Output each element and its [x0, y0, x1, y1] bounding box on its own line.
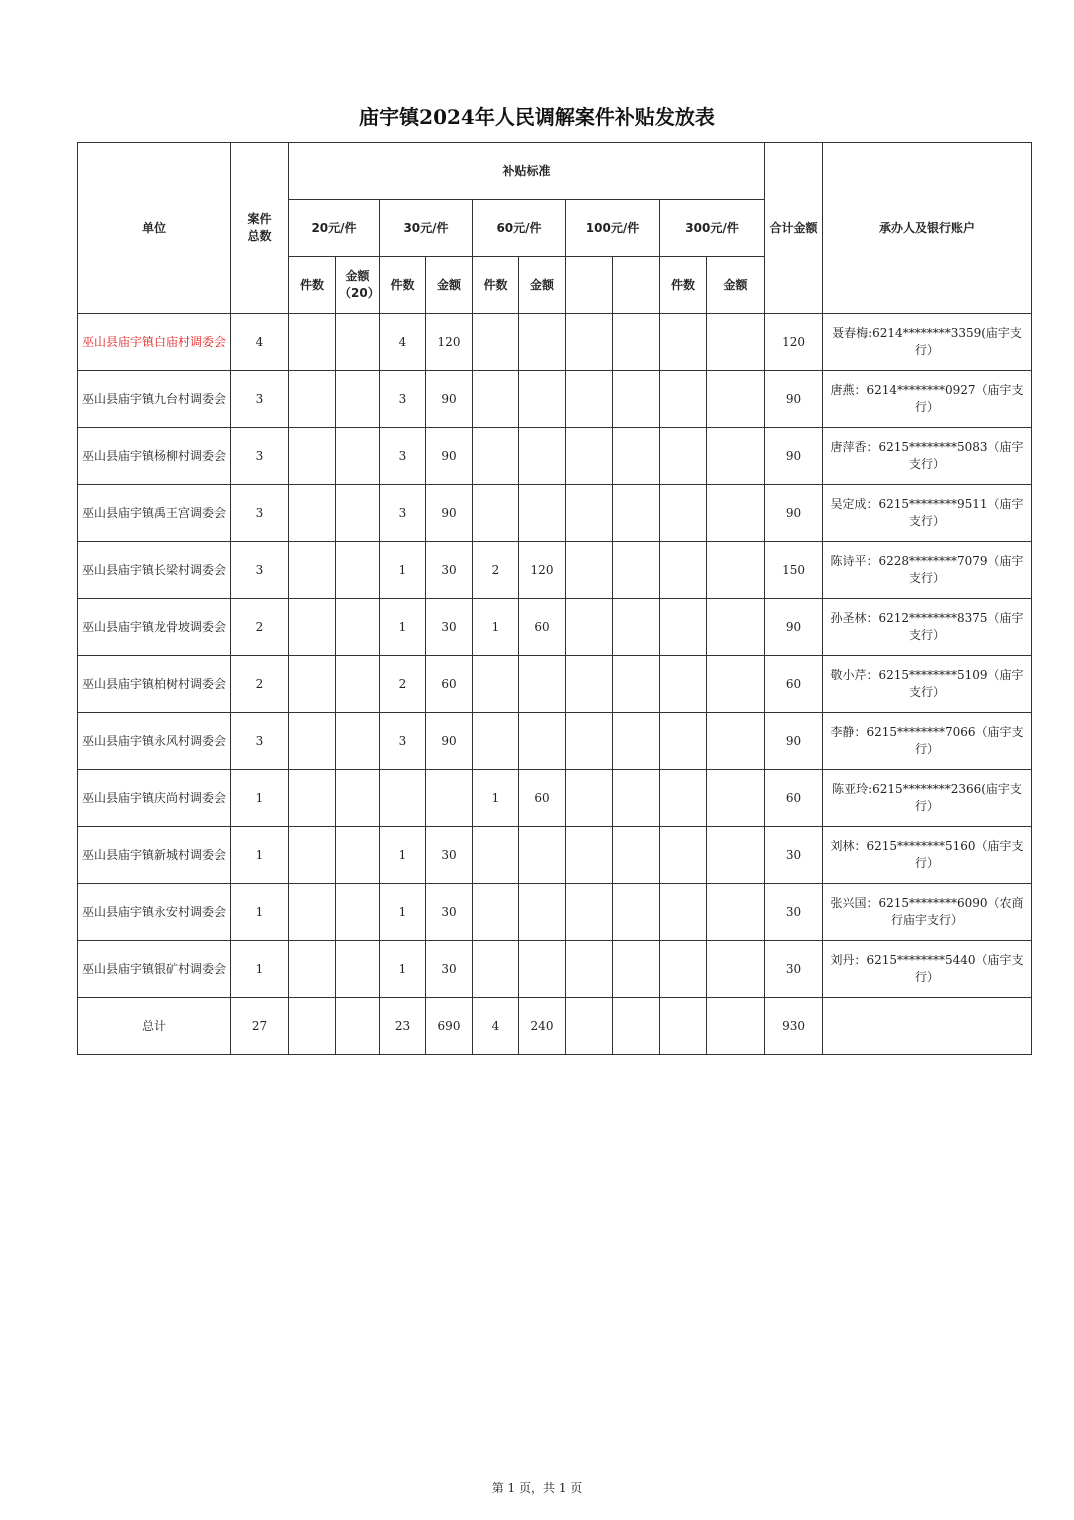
count-cell-30: 3	[380, 713, 426, 770]
count-cell-100	[566, 941, 613, 998]
header-total-amount: 合计金额	[765, 143, 823, 314]
header-count-300: 件数	[660, 257, 707, 314]
case-count-cell: 27	[231, 998, 289, 1055]
count-cell-300	[660, 713, 707, 770]
amount-cell-60	[519, 884, 566, 941]
count-cell-60: 4	[473, 998, 519, 1055]
count-cell-100	[566, 770, 613, 827]
table-row	[78, 941, 1032, 998]
unit-name-cell: 巫山县庙宇镇禹王宫调委会	[78, 485, 231, 542]
count-cell-100	[566, 314, 613, 371]
count-cell-60	[473, 713, 519, 770]
count-cell-30: 1	[380, 884, 426, 941]
amount-cell-300	[707, 542, 765, 599]
unit-name-cell: 巫山县庙宇镇银矿村调委会	[78, 941, 231, 998]
header-count-30: 件数	[380, 257, 426, 314]
amount-cell-300	[707, 884, 765, 941]
amount-cell-20	[336, 371, 380, 428]
case-count-cell: 3	[231, 428, 289, 485]
count-cell-100	[566, 713, 613, 770]
count-cell-20	[289, 542, 336, 599]
subsidy-table	[77, 142, 1032, 1055]
count-cell-100	[566, 656, 613, 713]
count-cell-20	[289, 485, 336, 542]
handler-account-cell: 孙圣林：6212********8375（庙宇支行）	[823, 599, 1032, 656]
table-row	[78, 599, 1032, 656]
case-count-cell: 1	[231, 770, 289, 827]
count-cell-300	[660, 656, 707, 713]
count-cell-60: 1	[473, 599, 519, 656]
header-amount-300: 金额	[707, 257, 765, 314]
header-subsidy-standard: 补贴标准	[289, 143, 765, 200]
amount-cell-60: 60	[519, 770, 566, 827]
count-cell-30: 3	[380, 485, 426, 542]
count-cell-20	[289, 314, 336, 371]
amount-cell-300	[707, 485, 765, 542]
amount-cell-20	[336, 941, 380, 998]
count-cell-300	[660, 941, 707, 998]
header-rate-100: 100元/件	[566, 200, 660, 257]
unit-name-cell: 巫山县庙宇镇白庙村调委会	[78, 314, 231, 371]
count-cell-30: 3	[380, 428, 426, 485]
table-row	[78, 827, 1032, 884]
amount-cell-30: 30	[426, 941, 473, 998]
header-amount-20: 金额 （20）	[336, 257, 380, 314]
amount-cell-30: 30	[426, 884, 473, 941]
amount-cell-300	[707, 770, 765, 827]
amount-cell-100	[613, 599, 660, 656]
count-cell-300	[660, 314, 707, 371]
table-row	[78, 371, 1032, 428]
count-cell-60	[473, 314, 519, 371]
amount-cell-300	[707, 998, 765, 1055]
case-count-cell: 4	[231, 314, 289, 371]
count-cell-100	[566, 371, 613, 428]
handler-account-cell: 唐萍香：6215********5083（庙宇支行）	[823, 428, 1032, 485]
total-amount-cell: 30	[765, 827, 823, 884]
count-cell-100	[566, 542, 613, 599]
case-count-cell: 3	[231, 485, 289, 542]
total-amount-cell: 930	[765, 998, 823, 1055]
amount-cell-20	[336, 428, 380, 485]
amount-cell-60	[519, 656, 566, 713]
handler-account-cell: 刘丹：6215********5440（庙宇支行）	[823, 941, 1032, 998]
count-cell-30: 1	[380, 542, 426, 599]
handler-account-cell: 刘林：6215********5160（庙宇支行）	[823, 827, 1032, 884]
header-rate-300: 300元/件	[660, 200, 765, 257]
header-unit: 单位	[78, 143, 231, 314]
amount-cell-30: 60	[426, 656, 473, 713]
amount-cell-100	[613, 542, 660, 599]
amount-cell-100	[613, 656, 660, 713]
amount-cell-60	[519, 314, 566, 371]
count-cell-30: 2	[380, 656, 426, 713]
count-cell-20	[289, 884, 336, 941]
count-cell-30: 1	[380, 599, 426, 656]
amount-cell-100	[613, 827, 660, 884]
count-cell-30	[380, 770, 426, 827]
table-row	[78, 428, 1032, 485]
header-rate-60: 60元/件	[473, 200, 566, 257]
amount-cell-300	[707, 713, 765, 770]
table-row	[78, 542, 1032, 599]
amount-cell-300	[707, 656, 765, 713]
total-amount-cell: 120	[765, 314, 823, 371]
amount-cell-30: 30	[426, 542, 473, 599]
table-row	[78, 770, 1032, 827]
unit-name-cell: 巫山县庙宇镇柏树村调委会	[78, 656, 231, 713]
count-cell-20	[289, 827, 336, 884]
header-handler-account: 承办人及银行账户	[823, 143, 1032, 314]
header-count-60: 件数	[473, 257, 519, 314]
count-cell-20	[289, 770, 336, 827]
amount-cell-20	[336, 485, 380, 542]
amount-cell-20	[336, 713, 380, 770]
amount-cell-30	[426, 770, 473, 827]
amount-cell-30: 90	[426, 428, 473, 485]
table-row	[78, 485, 1032, 542]
amount-cell-30: 120	[426, 314, 473, 371]
total-amount-cell: 90	[765, 599, 823, 656]
count-cell-100	[566, 599, 613, 656]
header-rate-20: 20元/件	[289, 200, 380, 257]
count-cell-100	[566, 485, 613, 542]
amount-cell-60	[519, 485, 566, 542]
count-cell-60	[473, 428, 519, 485]
amount-cell-60: 120	[519, 542, 566, 599]
amount-cell-60	[519, 428, 566, 485]
header-count-20: 件数	[289, 257, 336, 314]
total-amount-cell: 60	[765, 656, 823, 713]
count-cell-30: 1	[380, 941, 426, 998]
count-cell-20	[289, 428, 336, 485]
count-cell-100	[566, 884, 613, 941]
count-cell-60: 1	[473, 770, 519, 827]
amount-cell-100	[613, 884, 660, 941]
count-cell-300	[660, 998, 707, 1055]
unit-name-cell: 巫山县庙宇镇九台村调委会	[78, 371, 231, 428]
unit-name-cell: 巫山县庙宇镇永安村调委会	[78, 884, 231, 941]
total-amount-cell: 150	[765, 542, 823, 599]
total-amount-cell: 90	[765, 485, 823, 542]
count-cell-20	[289, 599, 336, 656]
count-cell-20	[289, 713, 336, 770]
amount-cell-20	[336, 542, 380, 599]
amount-cell-20	[336, 998, 380, 1055]
count-cell-300	[660, 884, 707, 941]
count-cell-300	[660, 428, 707, 485]
totals-row	[78, 998, 1032, 1055]
header-count-100	[566, 257, 613, 314]
amount-cell-30: 30	[426, 599, 473, 656]
count-cell-30: 3	[380, 371, 426, 428]
count-cell-300	[660, 485, 707, 542]
count-cell-60	[473, 941, 519, 998]
header-case-total: 案件 总数	[231, 143, 289, 314]
case-count-cell: 3	[231, 713, 289, 770]
handler-account-cell: 李静：6215********7066（庙宇支行）	[823, 713, 1032, 770]
amount-cell-20	[336, 656, 380, 713]
handler-account-cell: 张兴国：6215********6090（农商行庙宇支行）	[823, 884, 1032, 941]
amount-cell-30: 690	[426, 998, 473, 1055]
amount-cell-100	[613, 998, 660, 1055]
header-amount-30: 金额	[426, 257, 473, 314]
count-cell-60	[473, 485, 519, 542]
count-cell-30: 4	[380, 314, 426, 371]
count-cell-300	[660, 599, 707, 656]
case-count-cell: 2	[231, 599, 289, 656]
table-row	[78, 656, 1032, 713]
amount-cell-300	[707, 599, 765, 656]
count-cell-20	[289, 998, 336, 1055]
count-cell-100	[566, 428, 613, 485]
amount-cell-60	[519, 713, 566, 770]
case-count-cell: 3	[231, 542, 289, 599]
amount-cell-300	[707, 314, 765, 371]
amount-cell-20	[336, 314, 380, 371]
unit-name-cell: 巫山县庙宇镇新城村调委会	[78, 827, 231, 884]
table-row	[78, 884, 1032, 941]
count-cell-30: 1	[380, 827, 426, 884]
count-cell-60	[473, 656, 519, 713]
amount-cell-30: 90	[426, 485, 473, 542]
amount-cell-100	[613, 941, 660, 998]
case-count-cell: 2	[231, 656, 289, 713]
count-cell-300	[660, 371, 707, 428]
amount-cell-60	[519, 827, 566, 884]
header-amount-60: 金额	[519, 257, 566, 314]
amount-cell-30: 90	[426, 713, 473, 770]
count-cell-20	[289, 656, 336, 713]
total-amount-cell: 60	[765, 770, 823, 827]
count-cell-60	[473, 371, 519, 428]
handler-account-cell: 唐燕：6214********0927（庙宇支行）	[823, 371, 1032, 428]
count-cell-300	[660, 770, 707, 827]
amount-cell-100	[613, 770, 660, 827]
handler-account-cell: 陈诗平：6228********7079（庙宇支行）	[823, 542, 1032, 599]
count-cell-20	[289, 371, 336, 428]
amount-cell-300	[707, 827, 765, 884]
amount-cell-60	[519, 371, 566, 428]
document-title: 庙宇镇2024年人民调解案件补贴发放表	[359, 105, 715, 129]
unit-name-cell: 巫山县庙宇镇杨柳村调委会	[78, 428, 231, 485]
amount-cell-100	[613, 428, 660, 485]
unit-name-cell: 巫山县庙宇镇庆尚村调委会	[78, 770, 231, 827]
amount-cell-20	[336, 770, 380, 827]
amount-cell-60	[519, 941, 566, 998]
header-rate-30: 30元/件	[380, 200, 473, 257]
case-count-cell: 3	[231, 371, 289, 428]
handler-account-cell: 聂春梅:6214********3359(庙宇支行）	[823, 314, 1032, 371]
count-cell-60	[473, 827, 519, 884]
page-footer: 第 1 页，共 1 页	[491, 1481, 583, 1495]
total-amount-cell: 90	[765, 713, 823, 770]
amount-cell-100	[613, 713, 660, 770]
totals-label: 总计	[78, 998, 231, 1055]
unit-name-cell: 巫山县庙宇镇长梁村调委会	[78, 542, 231, 599]
handler-account-cell: 陈亚玲:6215********2366(庙宇支行）	[823, 770, 1032, 827]
case-count-cell: 1	[231, 884, 289, 941]
case-count-cell: 1	[231, 827, 289, 884]
amount-cell-30: 30	[426, 827, 473, 884]
amount-cell-60: 60	[519, 599, 566, 656]
table-row	[78, 314, 1032, 371]
count-cell-60: 2	[473, 542, 519, 599]
count-cell-100	[566, 827, 613, 884]
case-count-cell: 1	[231, 941, 289, 998]
amount-cell-100	[613, 314, 660, 371]
amount-cell-20	[336, 599, 380, 656]
total-amount-cell: 90	[765, 428, 823, 485]
total-amount-cell: 30	[765, 941, 823, 998]
amount-cell-100	[613, 371, 660, 428]
count-cell-20	[289, 941, 336, 998]
handler-account-cell: 吴定成：6215********9511（庙宇支行）	[823, 485, 1032, 542]
count-cell-300	[660, 827, 707, 884]
count-cell-100	[566, 998, 613, 1055]
amount-cell-20	[336, 884, 380, 941]
amount-cell-300	[707, 371, 765, 428]
amount-cell-30: 90	[426, 371, 473, 428]
count-cell-300	[660, 542, 707, 599]
table-row	[78, 713, 1032, 770]
amount-cell-300	[707, 428, 765, 485]
amount-cell-100	[613, 485, 660, 542]
count-cell-60	[473, 884, 519, 941]
amount-cell-20	[336, 827, 380, 884]
unit-name-cell: 巫山县庙宇镇永风村调委会	[78, 713, 231, 770]
handler-account-cell	[823, 998, 1032, 1055]
total-amount-cell: 30	[765, 884, 823, 941]
amount-cell-60: 240	[519, 998, 566, 1055]
handler-account-cell: 敬小芹：6215********5109（庙宇支行）	[823, 656, 1032, 713]
amount-cell-300	[707, 941, 765, 998]
count-cell-30: 23	[380, 998, 426, 1055]
unit-name-cell: 巫山县庙宇镇龙骨坡调委会	[78, 599, 231, 656]
header-amount-100	[613, 257, 660, 314]
total-amount-cell: 90	[765, 371, 823, 428]
